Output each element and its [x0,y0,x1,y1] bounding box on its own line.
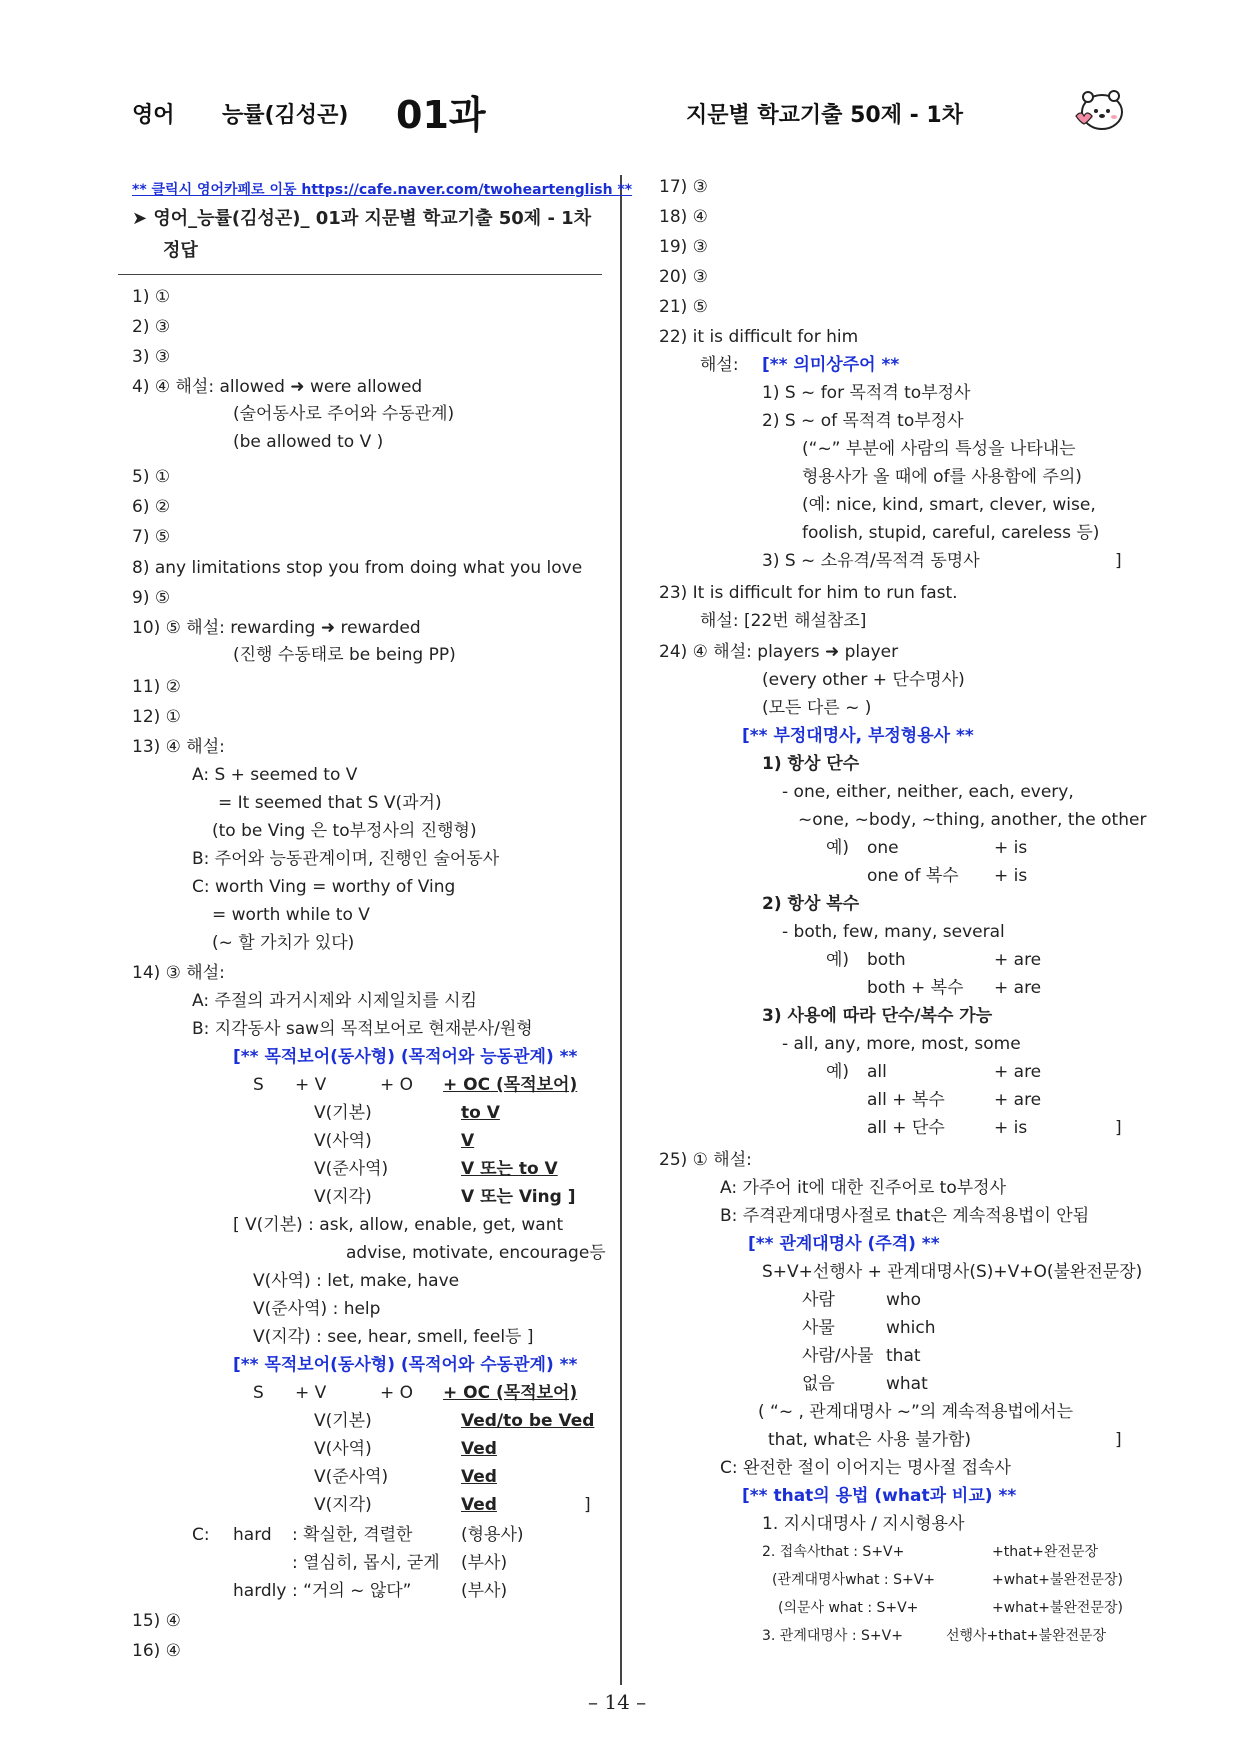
bracket-close: ] [1115,551,1122,571]
answer-line: 24) ④ 해설: players ➜ player [659,642,899,662]
verb-list-line: [ V(기본) : ask, allow, enable, get, want [233,1215,564,1235]
answer-line: = It seemed that S V(과거) [218,793,442,813]
answer-line: 2) ③ [132,317,171,337]
example-cell: 사물 [802,1318,835,1338]
doc-title-line-2: 정답 [163,240,198,261]
rule-heading: 2) 항상 복수 [762,894,860,914]
vocab-cell: (부사) [461,1581,508,1601]
formula-cell: + OC (목적보어) [443,1383,578,1403]
vocab-cell: hard [233,1525,272,1545]
answer-line: 23) It is difficult for him to run fast. [659,583,958,603]
example-cell: + are [994,1062,1042,1082]
answer-line: 13) ④ 해설: [132,737,225,757]
example-cell: 없음 [802,1374,835,1394]
formula-cell: + O [380,1383,414,1403]
rule-line: that, what은 사용 불가함) [768,1430,972,1450]
answer-line: 18) ④ [659,207,708,227]
header-title: 지문별 학교기출 50제 - 1차 [686,103,963,128]
answer-line: (진행 수동태로 be being PP) [233,645,456,665]
vocab-cell: : 확실한, 격렬한 [292,1525,413,1545]
box-heading: [** 목적보어(동사형) (목적어와 능동관계) ** [233,1047,578,1067]
example-cell: + are [994,1090,1042,1110]
verb-list-line: V(지각) : see, hear, smell, feel등 ] [253,1327,534,1347]
example-cell: 예) [826,838,850,858]
formula-cell: Ved [461,1495,497,1515]
header-textbook: 능률(김성곤) [222,103,349,128]
rule-line: (의문사 what : S+V+ [778,1600,919,1616]
answer-line: 1) ① [132,287,171,307]
box-heading: [** 목적보어(동사형) (목적어와 수동관계) ** [233,1355,578,1375]
answer-line: 12) ① [132,707,181,727]
box-heading: [** 의미상주어 ** [762,355,900,375]
box-heading: [** 관계대명사 (주격) ** [748,1234,940,1254]
answer-line: 해설: [22번 해설참조] [700,611,867,631]
example-cell: + is [994,866,1028,886]
example-cell: 예) [826,950,850,970]
formula-cell: V(지각) [314,1495,372,1515]
answer-line: 8) any limitations stop you from doing what you love [132,558,583,578]
header-subject: 영어 [132,103,175,128]
doc-title-line-1: ➤ 영어_능률(김성곤)_ 01과 지문별 학교기출 50제 - 1차 [132,208,592,229]
rule-line: (예: nice, kind, smart, clever, wise, [802,495,1096,515]
rule-line: B: 주격관계대명사절로 that은 계속적용법이 안됨 [720,1206,1090,1226]
vocab-cell: : “거의 ~ 않다” [292,1581,412,1601]
formula-cell: V [461,1131,475,1151]
verb-list-line: V(사역) : let, make, have [253,1271,460,1291]
formula-cell: S [253,1075,264,1095]
answer-line: B: 주어와 능동관계이며, 진행인 술어동사 [192,849,500,869]
formula-cell: + V [295,1383,327,1403]
answer-line: 3) ③ [132,347,171,367]
answer-line: (~ 할 가치가 있다) [212,933,355,953]
example-cell: one of 복수 [867,866,959,886]
column-divider [620,175,622,1685]
formula-cell: Ved/to be Ved [461,1411,595,1431]
answer-line: (to be Ving 은 to부정사의 진행형) [212,821,477,841]
answer-line: 14) ③ 해설: [132,963,225,983]
answer-line: 9) ⑤ [132,588,171,608]
rule-line: 선행사+that+불완전문장 [946,1628,1107,1644]
example-cell: all [867,1062,887,1082]
bracket-close: ] [1115,1118,1122,1138]
vocab-cell: : 열심히, 몹시, 굳게 [292,1553,440,1573]
example-cell: all + 단수 [867,1118,945,1138]
answer-line: A: S + seemed to V [192,765,358,785]
example-cell: + are [994,950,1042,970]
rule-line: - one, either, neither, each, every, [782,782,1074,802]
answer-line: 10) ⑤ 해설: rewarding ➜ rewarded [132,618,421,638]
formula-cell: + O [380,1075,414,1095]
vocab-cell: (형용사) [461,1525,524,1545]
formula-cell: to V [461,1103,500,1123]
rule-line: ~one, ~body, ~thing, another, the other [798,810,1147,830]
rule-heading: 1) 항상 단수 [762,754,860,774]
answer-line: (술어동사로 주어와 수동관계) [233,404,455,424]
rule-line: (“~” 부분에 사람의 특성을 나타내는 [802,439,1076,459]
vocab-cell: hardly [233,1581,287,1601]
title-divider [118,274,602,275]
example-cell: that [886,1346,921,1366]
page-number: – 14 – [588,1690,647,1714]
example-cell: 예) [826,1062,850,1082]
example-cell: who [886,1290,922,1310]
example-cell: 사람/사물 [802,1346,874,1366]
rule-line: A: 가주어 it에 대한 진주어로 to부정사 [720,1178,1007,1198]
example-cell: which [886,1318,936,1338]
answer-line: 19) ③ [659,237,708,257]
answer-line: 7) ⑤ [132,527,171,547]
rule-line: 3) S ~ 소유격/목적격 동명사 [762,551,980,571]
rule-line: foolish, stupid, careful, careless 등) [802,523,1100,543]
answer-line: 해설: [700,355,739,375]
verb-list-line: advise, motivate, encourage등 [346,1243,606,1263]
formula-cell: V(준사역) [314,1467,389,1487]
example-cell: + are [994,978,1042,998]
answer-line: (모든 다른 ~ ) [762,698,872,718]
bracket-close: ] [584,1495,591,1515]
formula-cell: S [253,1383,264,1403]
example-cell: both [867,950,906,970]
formula-cell: V(사역) [314,1439,372,1459]
rule-line: 형용사가 올 때에 of를 사용함에 주의) [802,467,1082,487]
cafe-link[interactable]: ** 클릭시 영어카페로 이동 https://cafe.naver.com/twoheartenglish ** [132,182,633,198]
example-cell: what [886,1374,928,1394]
example-cell: both + 복수 [867,978,964,998]
rule-line: +what+불완전문장) [992,1572,1123,1588]
formula-cell: V(준사역) [314,1159,389,1179]
example-cell: 사람 [802,1290,835,1310]
rule-line: 1) S ~ for 목적격 to부정사 [762,383,971,403]
formula-cell: V 또는 to V [461,1159,558,1179]
bracket-close: ] [1115,1430,1122,1450]
answer-line: 5) ① [132,467,171,487]
formula-cell: + V [295,1075,327,1095]
vocab-cell: C: [192,1525,210,1545]
verb-list-line: V(준사역) : help [253,1299,381,1319]
rule-line: C: 완전한 절이 이어지는 명사절 접속사 [720,1458,1011,1478]
answer-line: = worth while to V [212,905,370,925]
rule-line: 3. 관계대명사 : S+V+ [762,1628,903,1644]
example-cell: one [867,838,899,858]
answer-line: A: 주절의 과거시제와 시제일치를 시킴 [192,991,478,1011]
answer-line: 25) ① 해설: [659,1150,752,1170]
example-cell: all + 복수 [867,1090,945,1110]
formula-cell: V(기본) [314,1103,372,1123]
answer-line: B: 지각동사 saw의 목적보어로 현재분사/원형 [192,1019,533,1039]
answer-line: 20) ③ [659,267,708,287]
rule-line: ( “~ , 관계대명사 ~”의 계속적용법에서는 [758,1402,1074,1422]
rule-line: +that+완전문장 [992,1544,1098,1560]
formula-cell: V(기본) [314,1411,372,1431]
box-heading: [** that의 용법 (what과 비교) ** [742,1486,1017,1506]
answer-line: 4) ④ 해설: allowed ➜ were allowed [132,377,423,397]
rule-line: +what+불완전문장) [992,1600,1123,1616]
rule-line: - both, few, many, several [782,922,1005,942]
rule-heading: 3) 사용에 따라 단수/복수 가능 [762,1006,993,1026]
formula-cell: Ved [461,1439,497,1459]
answer-line: 21) ⑤ [659,297,708,317]
answer-line: 16) ④ [132,1641,181,1661]
answer-line: 15) ④ [132,1611,181,1631]
rule-line: - all, any, more, most, some [782,1034,1021,1054]
rule-line: 2. 접속사that : S+V+ [762,1544,905,1560]
header-lesson: 01과 [396,93,486,137]
answer-line: C: worth Ving = worthy of Ving [192,877,456,897]
box-heading: [** 부정대명사, 부정형용사 ** [742,726,974,746]
answer-line: (every other + 단수명사) [762,670,965,690]
rule-line: 1. 지시대명사 / 지시형용사 [762,1514,965,1534]
example-cell: + is [994,1118,1028,1138]
example-cell: + is [994,838,1028,858]
rule-line: 2) S ~ of 목적격 to부정사 [762,411,964,431]
rule-line: S+V+선행사 + 관계대명사(S)+V+O(불완전문장) [762,1262,1143,1282]
formula-cell: + OC (목적보어) [443,1075,578,1095]
rule-line: (관계대명사what : S+V+ [772,1572,936,1588]
answer-line: 11) ② [132,677,181,697]
cute-bear-icon [1072,86,1128,134]
answer-line: 6) ② [132,497,171,517]
answer-line: 17) ③ [659,177,708,197]
answer-line: (be allowed to V ) [233,432,384,452]
formula-cell: Ved [461,1467,497,1487]
formula-cell: V(사역) [314,1131,372,1151]
formula-cell: V(지각) [314,1187,372,1207]
answer-line: 22) it is difficult for him [659,327,859,347]
vocab-cell: (부사) [461,1553,508,1573]
formula-cell: V 또는 Ving ] [461,1187,576,1207]
